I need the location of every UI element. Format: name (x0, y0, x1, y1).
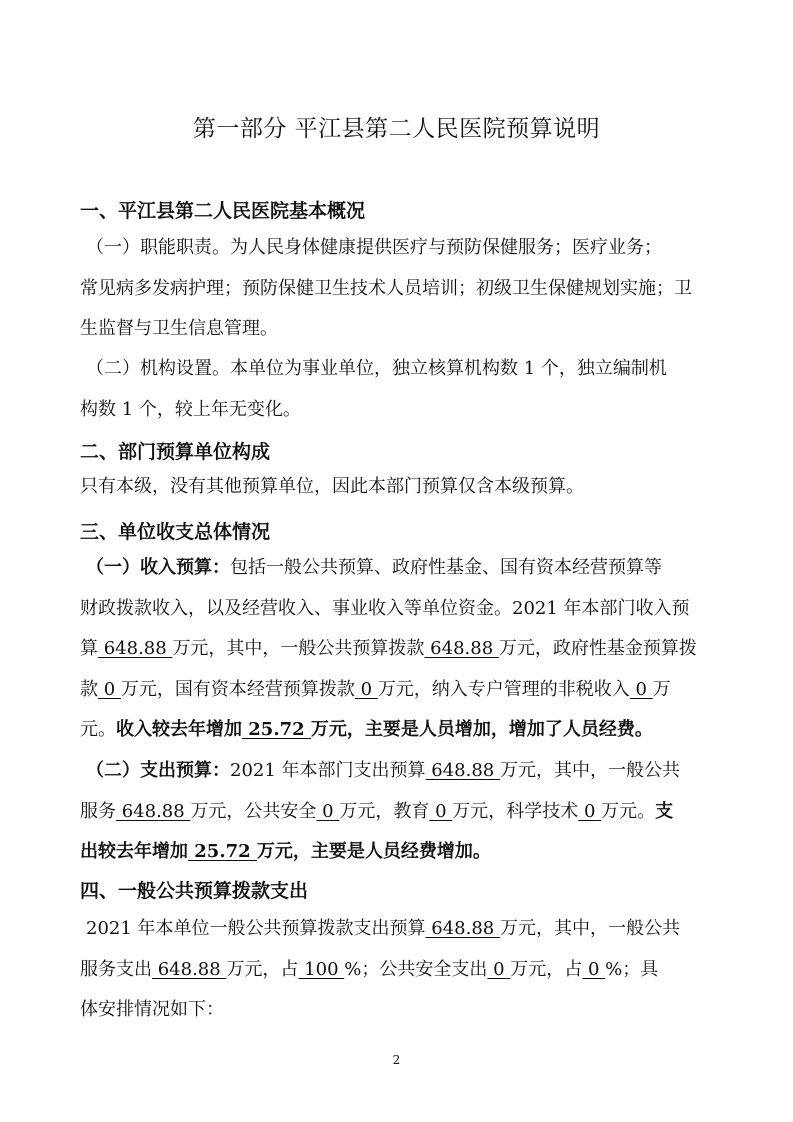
text-line (80, 832, 756, 873)
text-line (80, 710, 756, 751)
page-number: 2 (392, 1053, 401, 1067)
general-expense-total-value: 648.88 (425, 918, 500, 939)
text-span: 万元，主要是人员增加，增加了人员经费。 (310, 719, 653, 740)
section-heading-1: 一、平江县第二人民医院基本概况 (80, 200, 366, 222)
expense-science-value: 0 (578, 800, 602, 822)
text-span: 出较去年增加 (80, 841, 188, 862)
paragraph-units (80, 467, 756, 508)
text-line (80, 950, 756, 991)
income-state-capital-value: 0 (354, 678, 378, 700)
text-span: 万元，占 (226, 958, 299, 980)
text-line (80, 792, 756, 833)
paragraph-general-expense (80, 909, 756, 1031)
text-span: 收入较去年增加 (116, 719, 242, 740)
text-span: %；具 (605, 958, 659, 980)
income-increase-value: 25.72 (242, 719, 311, 740)
general-safety-percent: 0 (582, 958, 606, 980)
general-service-value: 648.88 (152, 958, 227, 980)
expense-total-value: 648.88 (425, 760, 500, 781)
section-heading-2: 二、部门预算单位构成 (80, 441, 271, 463)
text-span: 万元，教育 (339, 800, 430, 822)
text-line (80, 548, 756, 589)
section-heading-3: 三、单位收支总体情况 (80, 521, 271, 543)
text-span: 支 (655, 800, 674, 822)
text-line (80, 629, 756, 670)
income-lead: （一）收入预算： (86, 557, 230, 578)
text-line: 构数 1 个，较上年无变化。 (80, 398, 301, 420)
text-span: 万元，主要是人员经费增加。 (256, 841, 491, 862)
text-line (80, 751, 756, 792)
income-general-value: 648.88 (424, 638, 499, 659)
text-line: 常见病多发病护理；预防保健卫生技术人员培训；初级卫生保健规划实施；卫 (80, 277, 692, 299)
text-span: 万 (652, 678, 671, 700)
text-span: 万元，公共安全 (190, 800, 317, 822)
text-line: （一）职能职责。为人民身体健康提供医疗与预防保健服务；医疗业务； (86, 237, 662, 258)
general-safety-value: 0 (487, 958, 511, 980)
expense-service-value: 648.88 (116, 800, 191, 822)
paragraph-expense-budget (80, 751, 756, 873)
text-span: 万元，政府性基金预算拨 (498, 638, 697, 659)
text-span: 万元，其中，一般公共预算拨款 (172, 638, 425, 659)
text-span: 元。 (80, 719, 116, 740)
text-line (80, 670, 756, 711)
text-line: 只有本级，没有其他预算单位，因此本部门预算仅含本级预算。 (80, 476, 584, 497)
paragraph-income-budget (80, 548, 756, 751)
expense-safety-value: 0 (316, 800, 340, 822)
text-span: 2021 年本部门支出预算 (230, 760, 426, 781)
income-fund-value: 0 (98, 678, 121, 700)
text-span: 万元，国有资本经营预算拨款 (120, 678, 355, 700)
text-line: 生监督与卫生信息管理。 (80, 318, 278, 339)
text-span: 万元，科学技术 (452, 800, 579, 822)
text-span: 万元。 (601, 800, 656, 822)
text-span: 款 (80, 678, 98, 700)
expense-education-value: 0 (429, 800, 453, 822)
page-title: 第一部分 平江县第二人民医院预算说明 (192, 116, 601, 142)
text-span: 算 (80, 638, 98, 659)
text-span: 2021 年本单位一般公共预算拨款支出预算 (86, 918, 426, 939)
income-total-value: 648.88 (98, 638, 173, 659)
text-span: 服务支出 (80, 958, 152, 980)
expense-increase-value: 25.72 (188, 841, 257, 862)
expense-lead: （二）支出预算： (86, 760, 230, 781)
text-span: 万元，其中，一般公共 (499, 918, 680, 939)
paragraph-duties (80, 228, 756, 350)
text-line: （二）机构设置。本单位为事业单位，独立核算机构数 1 个，独立编制机 (86, 358, 667, 379)
text-span: 包括一般公共预算、政府性基金、国有资本经营预算等 (230, 557, 662, 578)
text-span: 万元，其中，一般公共 (499, 760, 680, 781)
section-heading-4: 四、一般公共预算拨款支出 (80, 880, 309, 902)
general-service-percent: 100 (298, 958, 345, 980)
income-nontax-value: 0 (629, 678, 653, 700)
paragraph-organization (80, 349, 756, 430)
text-line: 财政拨款收入，以及经营收入、事业收入等单位资金。2021 年本部门收入预 (80, 597, 690, 619)
text-line: 体安排情况如下： (80, 999, 224, 1020)
text-span: 万元，纳入专户管理的非税收入 (377, 678, 630, 700)
text-span: 服务 (80, 800, 116, 822)
text-line (80, 909, 756, 950)
text-span: 万元，占 (510, 958, 583, 980)
text-span: %；公共安全支出 (344, 958, 488, 980)
